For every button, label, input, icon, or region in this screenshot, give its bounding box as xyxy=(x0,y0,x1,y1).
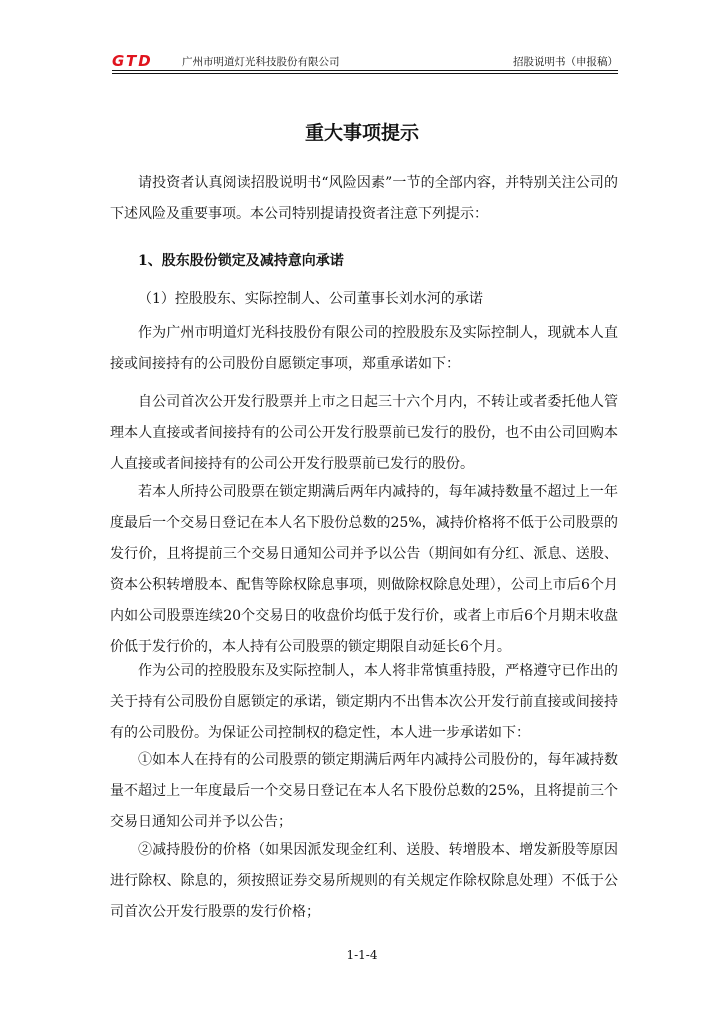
body-paragraph: 自公司首次公开发行股票并上市之日起三十六个月内，不转让或者委托他人管理本人直接或者间接持有的公司公开发行股票前已发行的股份，也不由公司回购本人直接或者间接持有的公司公开发行股票前已发行的股份。 xyxy=(110,394,618,472)
header-rule-thin xyxy=(112,73,618,74)
body-paragraph: 若本人所持公司股票在锁定期满后两年内减持的，每年减持数量不超过上一年度最后一个交易日登记在本人名下股份总数的25%，减持价格将不低于公司股票的发行价，且将提前三个交易日通知公司并予以公告（期间如有分红、派息、送股、资本公积转增股本、配售等除权除息事项，则做除权除息处理），公司上市后6个月内如公司股票连续20个交易日的收盘价均低于发行价，或者上市后6个月期末收盘价低于发行价的，本人持有公司股票的锁定期限自动延长6个月。 xyxy=(110,484,618,655)
company-logo: GTD xyxy=(112,52,153,70)
page-number: 1-1-4 xyxy=(346,948,378,962)
intro-paragraph: 请投资者认真阅读招股说明书“风险因素”一节的全部内容，并特别关注公司的下述风险及重要事项。本公司特别提请投资者注意下列提示： xyxy=(110,175,618,222)
header-company-name: 广州市明道灯光科技股份有限公司 xyxy=(182,56,340,68)
page-header xyxy=(112,50,618,70)
header-document-type: 招股说明书（申报稿） xyxy=(513,56,618,68)
page-title: 重大事项提示 xyxy=(304,122,419,144)
header-rule-thick xyxy=(112,70,618,71)
section-heading: 1、股东股份锁定及减持意向承诺 xyxy=(138,253,344,269)
body-paragraph: 作为公司的控股股东及实际控制人，本人将非常慎重持股，严格遵守已作出的关于持有公司股份自愿锁定的承诺，锁定期内不出售本次公开发行前直接或间接持有的公司股份。为保证公司控制权的稳定性，本人进一步承诺如下： xyxy=(110,663,618,741)
commitment-item: ②减持股份的价格（如果因派发现金红利、送股、转增股本、增发新股等原因进行除权、除息的，须按照证券交易所规则的有关规定作除权除息处理）不低于公司首次公开发行股票的发行价格； xyxy=(110,842,618,920)
subsection-heading: （1）控股股东、实际控制人、公司董事长刘水河的承诺 xyxy=(138,291,483,307)
body-paragraph: 作为广州市明道灯光科技股份有限公司的控股股东及实际控制人，现就本人直接或间接持有的公司股份自愿锁定事项，郑重承诺如下： xyxy=(110,325,618,372)
commitment-item: ①如本人在持有的公司股票的锁定期满后两年内减持公司股份的，每年减持数量不超过上一年度最后一个交易日登记在本人名下股份总数的25%，且将提前三个交易日通知公司并予以公告； xyxy=(110,752,618,830)
